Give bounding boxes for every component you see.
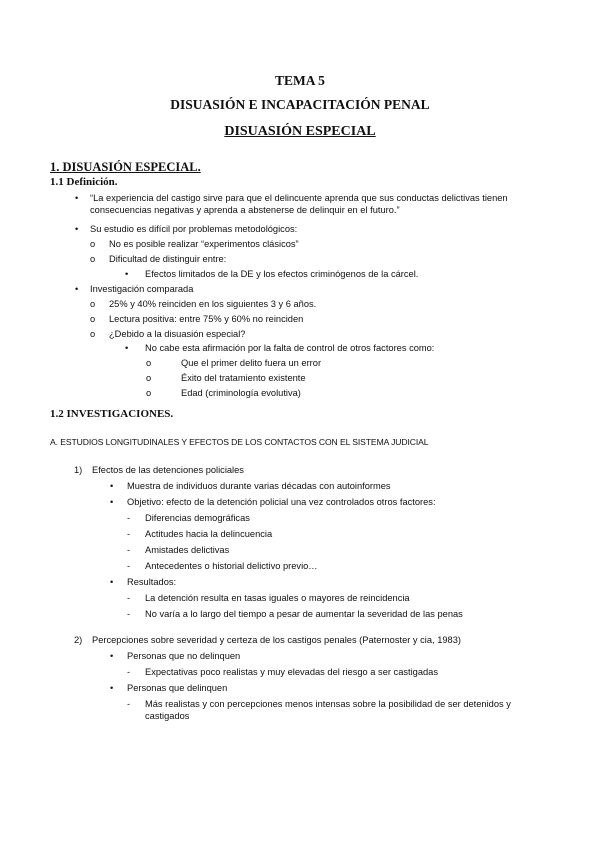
bullet-marker: • [110,481,114,491]
bullet-marker: • [75,193,79,203]
non-offenders-detail: Expectativas poco realistas y muy elevadas del riesgo a ser castigadas [145,667,439,677]
definition-quote: “La experiencia del castigo sirve para que el delincuente aprenda que sus conductas delictivas tienen consecuencias negativas y aprenda a abstenerse de delinquir en el futuro.” [90,193,508,215]
bullet-marker: • [125,269,129,279]
dash-marker: - [127,561,131,571]
dash-marker: - [127,513,131,523]
number-marker: 1) [74,465,83,475]
bullet-marker: • [110,651,114,661]
section1-heading: 1. DISUASIÓN ESPECIAL. [50,160,201,174]
no-experiments-text: No es posible realizar “experimentos clásicos” [109,239,299,249]
factor-3-text: Edad (criminología evolutiva) [181,388,301,398]
dash-marker: - [127,699,131,709]
item2-text: Percepciones sobre severidad y certeza de los castigos penales (Paternoster y cia, 1983) [92,635,461,645]
tema-title: TEMA 5 [275,73,325,88]
section2-subheading-a: A. ESTUDIOS LONGITUDINALES Y EFECTOS DE LOS CONTACTOS CON EL SISTEMA JUDICIAL [50,437,429,447]
bullet-marker: • [75,284,79,294]
bullet-marker: • [125,343,129,353]
detail-1-text: Diferencias demográficas [145,513,250,523]
bullet-marker: • [75,224,79,234]
number-marker: 2) [74,635,83,645]
dash-marker: - [127,667,131,677]
circle-marker: o [90,254,96,264]
item1-text: Efectos de las detenciones policiales [92,465,244,475]
lectura-text: Lectura positiva: entre 75% y 60% no reinciden [109,314,304,324]
offenders-text: Personas que delinquen [127,683,228,693]
detail-3-text: Amistades delictivas [145,545,230,555]
dash-marker: - [127,593,131,603]
circle-marker: o [90,329,96,339]
circle-marker: o [90,299,96,309]
non-offenders-text: Personas que no delinquen [127,651,241,661]
debido-text: ¿Debido a la disuasión especial? [109,329,246,339]
circle-marker: o [146,358,152,368]
detail-2-text: Actitudes hacia la delincuencia [145,529,273,539]
circle-marker: o [90,314,96,324]
result-1-text: La detención resulta en tasas iguales o mayores de reincidencia [145,593,410,603]
item1a-text: Muestra de individuos durante varias décadas con autoinformes [127,481,391,491]
item1b-text: Objetivo: efecto de la detención policial una vez controlados otros factores: [127,497,436,507]
difficulty-text: Su estudio es difícil por problemas metodológicos: [90,224,298,234]
factor-2-text: Éxito del tratamiento existente [181,373,306,383]
offenders-detail: Más realistas y con percepciones menos intensas sobre la posibilidad de ser detenidos y castigados [145,699,511,721]
comparada-text: Investigación comparada [90,284,194,294]
main-title: DISUASIÓN E INCAPACITACIÓN PENAL [170,97,430,112]
effects-text: Efectos limitados de la DE y los efectos criminógenos de la cárcel. [145,269,419,279]
percent-text: 25% y 40% reinciden en los siguientes 3 y 6 años. [109,299,317,309]
dash-marker: - [127,609,131,619]
bullet-marker: • [110,497,114,507]
circle-marker: o [90,239,96,249]
nocabe-text: No cabe esta afirmación por la falta de control de otros factores como: [145,343,435,353]
bullet-marker: • [110,683,114,693]
section1-subheading: 1.1 Definición. [50,176,118,188]
circle-marker: o [146,373,152,383]
section2-heading: 1.2 INVESTIGACIONES. [50,408,174,420]
dash-marker: - [127,545,131,555]
dash-marker: - [127,529,131,539]
detail-4-text: Antecedentes o historial delictivo previo… [145,561,318,571]
factor-1-text: Que el primer delito fuera un error [181,358,322,368]
circle-marker: o [146,388,152,398]
distinguish-text: Dificultad de distinguir entre: [109,254,227,264]
sub-title: DISUASIÓN ESPECIAL [224,124,376,139]
result-2-text: No varía a lo largo del tiempo a pesar de aumentar la severidad de las penas [145,609,463,619]
results-label: Resultados: [127,577,177,587]
bullet-marker: • [110,577,114,587]
